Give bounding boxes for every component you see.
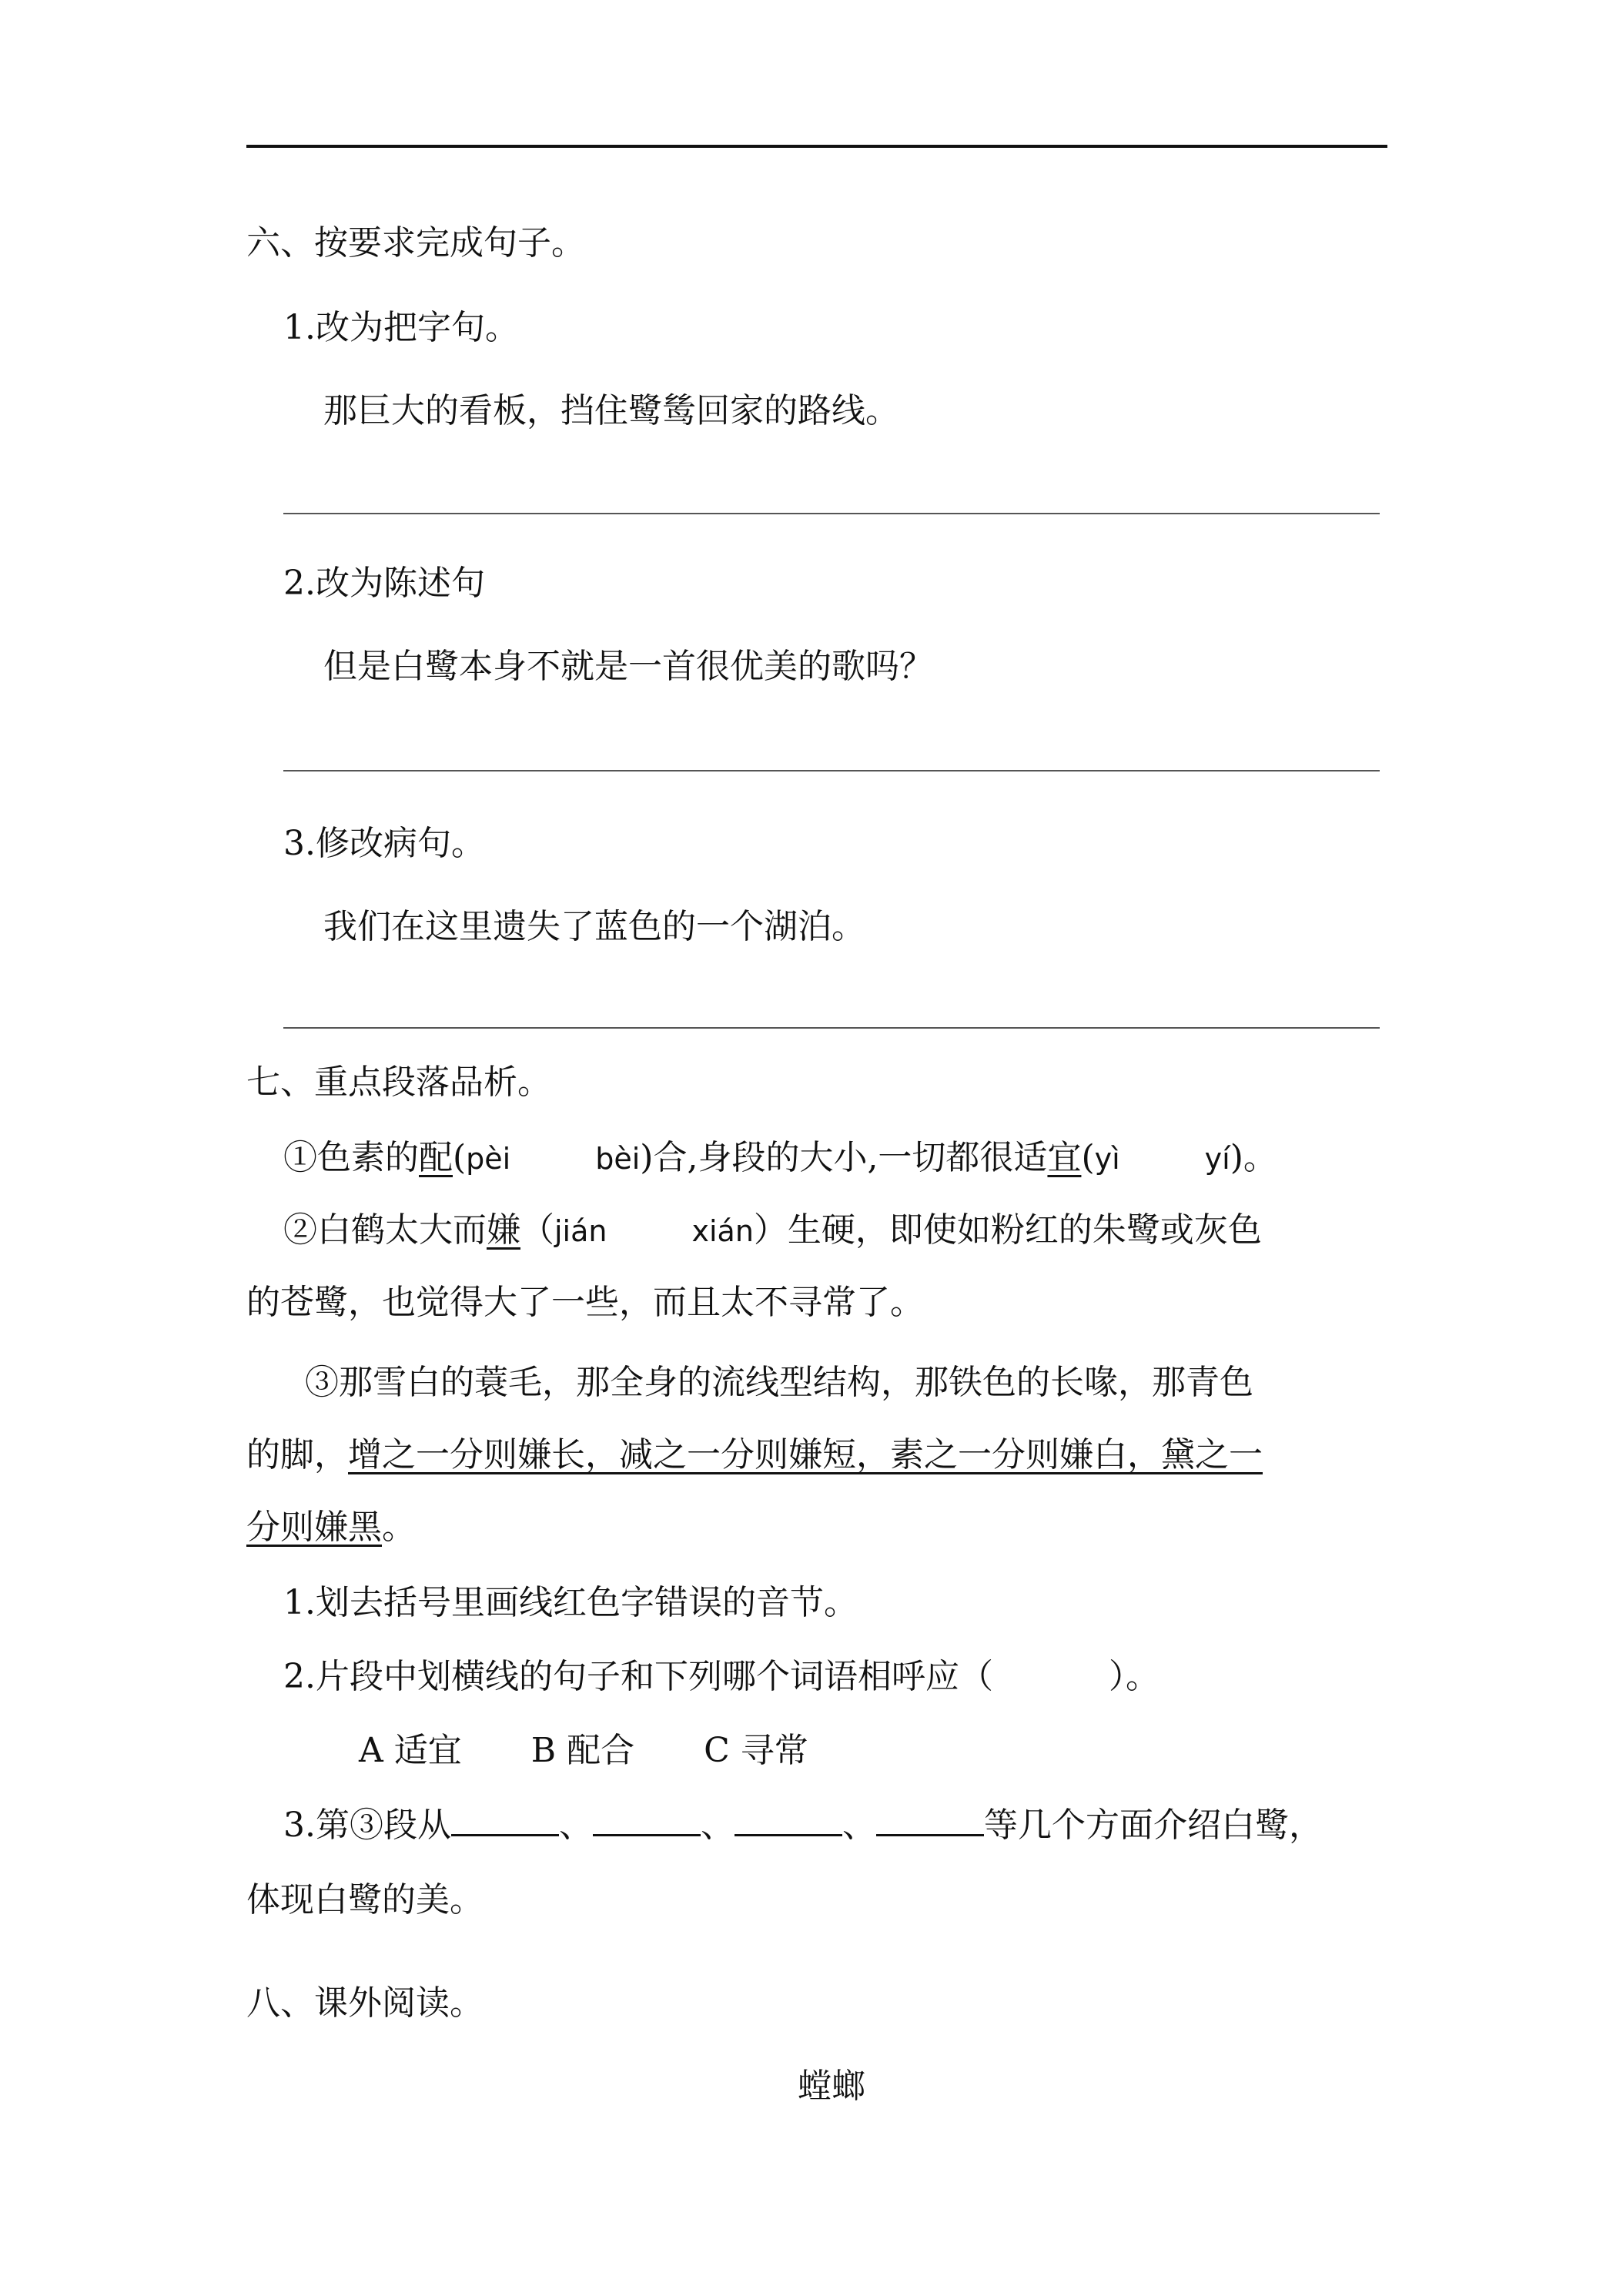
paragraph-2-line-2: 的苍鹭，也觉得大了一些，而且太不寻常了。 xyxy=(246,1283,924,1322)
pinyin-option[interactable]: yì xyxy=(1094,1142,1120,1176)
answer-line-1[interactable] xyxy=(283,513,1380,514)
fill-blank-2[interactable] xyxy=(593,1803,701,1836)
underlined-char-yi: 宜 xyxy=(1047,1138,1082,1177)
paragraph-3-line-1: ③那雪白的蓑毛，那全身的流线型结构，那铁色的长喙，那青色 xyxy=(305,1363,1253,1402)
sec7-q3-line-1: 3.第③段从 、 、 、 等几个方面介绍白鹭， xyxy=(283,1803,1323,1847)
paragraph-2-line-1: ②白鹤太大而嫌（jián xián）生硬，即使如粉红的朱鹭或灰色 xyxy=(283,1210,1262,1250)
pinyin-option[interactable]: xián xyxy=(691,1214,754,1248)
sec6-q2-label: 2.改为陈述句 xyxy=(283,564,485,603)
fill-blank-4[interactable] xyxy=(876,1803,984,1836)
sec7-q2: 2.片段中划横线的句子和下列哪个词语相呼应（ ）。 xyxy=(283,1657,1160,1696)
paragraph-3-line-2: 的脚，增之一分则嫌长，减之一分则嫌短，素之一分则嫌白，黛之一 xyxy=(246,1435,1263,1474)
option-a[interactable]: A 适宜 xyxy=(359,1731,462,1770)
pinyin-option[interactable]: jián xyxy=(554,1214,607,1248)
fill-blank-3[interactable] xyxy=(735,1803,842,1836)
option-b[interactable]: B 配合 xyxy=(530,1731,635,1770)
section-6-title: 六、按要求完成句子。 xyxy=(246,223,585,263)
article-title: 螳螂 xyxy=(798,2067,865,2106)
sec6-q2-sentence: 但是白鹭本身不就是一首很优美的歌吗？ xyxy=(323,647,933,686)
answer-line-2[interactable] xyxy=(283,770,1380,771)
pinyin-option[interactable]: pèi xyxy=(466,1142,511,1176)
option-c[interactable]: C 寻常 xyxy=(704,1731,808,1770)
section-8-title: 八、课外阅读。 xyxy=(246,1983,484,2023)
sec7-q3-line-2: 体现白鹭的美。 xyxy=(246,1880,484,1919)
underlined-sentence-end: 分则嫌黑 xyxy=(246,1508,382,1547)
pinyin-option[interactable]: bèi xyxy=(595,1142,641,1176)
pinyin-option[interactable]: yí xyxy=(1204,1142,1230,1176)
answer-line-3[interactable] xyxy=(283,1027,1380,1029)
paragraph-1: ①色素的配(pèi bèi)合,身段的大小,一切都很适宜(yì yí)。 xyxy=(283,1138,1277,1177)
section-7-title: 七、重点段落品析。 xyxy=(246,1063,551,1102)
sec6-q3-label: 3.修改病句。 xyxy=(283,824,485,863)
underlined-char-xian: 嫌 xyxy=(487,1210,520,1250)
sec6-q3-sentence: 我们在这里遗失了蓝色的一个湖泊。 xyxy=(323,907,865,946)
sec6-q1-sentence: 那巨大的看板，挡住鹭鸶回家的路线。 xyxy=(323,391,899,430)
paragraph-3-line-3: 分则嫌黑。 xyxy=(246,1508,416,1547)
sec6-q1-label: 1.改为把字句。 xyxy=(283,308,519,347)
underlined-char-pei: 配 xyxy=(419,1138,453,1177)
top-divider xyxy=(246,145,1387,148)
underlined-sentence: 增之一分则嫌长，减之一分则嫌短，素之一分则嫌白，黛之一 xyxy=(348,1435,1263,1474)
sec7-q2-options xyxy=(359,1729,878,1772)
sec7-q1: 1.划去括号里画线红色字错误的音节。 xyxy=(283,1583,858,1622)
fill-blank-1[interactable] xyxy=(451,1803,559,1836)
